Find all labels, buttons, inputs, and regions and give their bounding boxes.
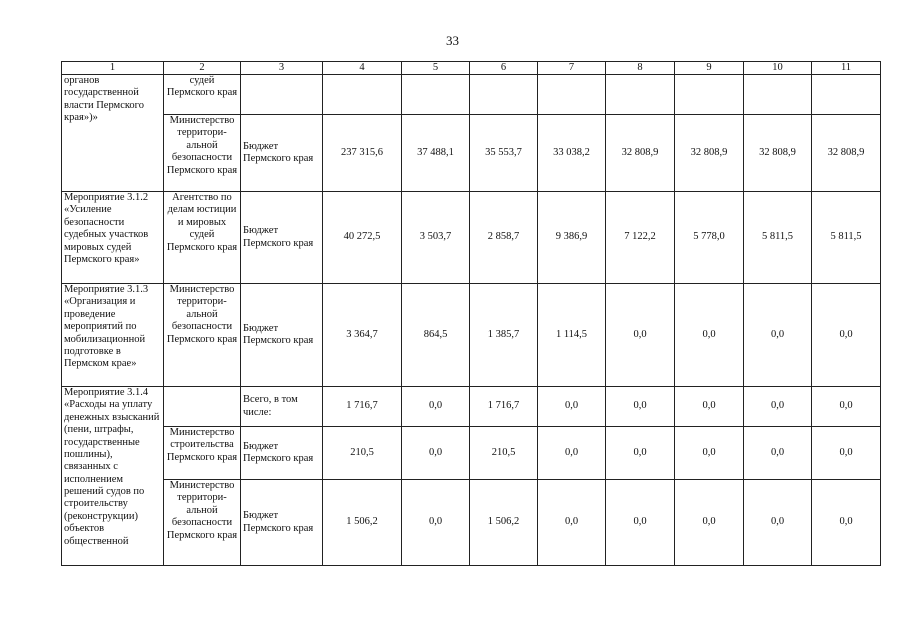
value-cell: 0,0 [675,284,744,387]
source-cell: Бюджет Пермского края [241,192,323,284]
value-cell: 1 506,2 [323,480,402,566]
value-cell: 0,0 [402,387,470,427]
value-cell: 0,0 [606,284,675,387]
value-cell: 0,0 [538,480,606,566]
value-cell: 1 506,2 [470,480,538,566]
value-cell: 0,0 [675,387,744,427]
source-cell: Бюджет Пермского края [241,480,323,566]
table-row [62,284,881,387]
header-cell-10: 10 [744,62,812,75]
value-cell: 5 811,5 [744,192,812,284]
value-cell: 0,0 [675,480,744,566]
value-cell: 0,0 [812,387,881,427]
table-row [62,480,881,566]
source-cell: Бюджет Пермского края [241,115,323,192]
value-cell: 7 122,2 [606,192,675,284]
value-cell: 1 114,5 [538,284,606,387]
value-cell: 237 315,6 [323,115,402,192]
value-cell: 0,0 [812,427,881,480]
table-row [62,427,881,480]
header-cell-8: 8 [606,62,675,75]
value-cell [812,75,881,115]
header-cell-11: 11 [812,62,881,75]
executor-cell: Министерство территори-альной безопасности Пермского края [164,284,241,387]
header-cell-7: 7 [538,62,606,75]
value-cell [538,75,606,115]
activity-cell: Мероприятие 3.1.4 «Расходы на уплату денежных взысканий (пени, штрафы, государственные пошлины), связанных с исполнением решений судов по строительству (реконструкции) объектов общественной [62,387,164,566]
activity-cell: органов государственной власти Пермского края»)» [62,75,164,192]
value-cell: 5 778,0 [675,192,744,284]
activity-cell: Мероприятие 3.1.3 «Организация и проведение мероприятий по мобилизационной подготовке в Пермском крае» [62,284,164,387]
value-cell: 9 386,9 [538,192,606,284]
value-cell: 5 811,5 [812,192,881,284]
value-cell [470,75,538,115]
executor-cell: судей Пермского края [164,75,241,115]
value-cell: 40 272,5 [323,192,402,284]
value-cell [675,75,744,115]
value-cell [606,75,675,115]
value-cell [744,75,812,115]
executor-cell: Министерство территори-альной безопасности Пермского края [164,480,241,566]
header-row [62,62,881,75]
source-cell [241,75,323,115]
header-cell-6: 6 [470,62,538,75]
value-cell: 0,0 [744,427,812,480]
value-cell: 32 808,9 [744,115,812,192]
table-row [62,75,881,115]
executor-cell [164,387,241,427]
activity-cell: Мероприятие 3.1.2 «Усиление безопасности судебных участков мировых судей Пермского края» [62,192,164,284]
executor-cell: Агентство по делам юстиции и мировых судей Пермского края [164,192,241,284]
source-cell: Всего, в том числе: [241,387,323,427]
value-cell: 2 858,7 [470,192,538,284]
value-cell: 210,5 [323,427,402,480]
source-cell: Бюджет Пермского края [241,284,323,387]
value-cell [323,75,402,115]
value-cell: 0,0 [675,427,744,480]
value-cell: 1 385,7 [470,284,538,387]
value-cell: 0,0 [402,427,470,480]
value-cell: 35 553,7 [470,115,538,192]
value-cell: 0,0 [538,427,606,480]
page-number: 33 [446,33,459,48]
value-cell: 37 488,1 [402,115,470,192]
value-cell: 210,5 [470,427,538,480]
executor-cell: Министерство строительства Пермского края [164,427,241,480]
value-cell: 1 716,7 [323,387,402,427]
header-cell-2: 2 [164,62,241,75]
value-cell: 864,5 [402,284,470,387]
budget-table [61,61,881,566]
value-cell: 32 808,9 [675,115,744,192]
value-cell: 3 364,7 [323,284,402,387]
value-cell: 1 716,7 [470,387,538,427]
header-cell-5: 5 [402,62,470,75]
value-cell: 0,0 [606,387,675,427]
value-cell: 0,0 [402,480,470,566]
executor-cell: Министерство территори-альной безопасности Пермского края [164,115,241,192]
value-cell: 0,0 [538,387,606,427]
value-cell: 0,0 [606,427,675,480]
value-cell: 0,0 [744,480,812,566]
value-cell: 0,0 [812,480,881,566]
header-cell-4: 4 [323,62,402,75]
header-cell-9: 9 [675,62,744,75]
value-cell: 33 038,2 [538,115,606,192]
table-row [62,387,881,427]
value-cell: 32 808,9 [606,115,675,192]
table-row [62,192,881,284]
value-cell: 3 503,7 [402,192,470,284]
value-cell: 0,0 [744,284,812,387]
value-cell: 0,0 [812,284,881,387]
value-cell: 32 808,9 [812,115,881,192]
table-row [62,115,881,192]
value-cell [402,75,470,115]
value-cell: 0,0 [606,480,675,566]
source-cell: Бюджет Пермского края [241,427,323,480]
value-cell: 0,0 [744,387,812,427]
header-cell-1: 1 [62,62,164,75]
header-cell-3: 3 [241,62,323,75]
